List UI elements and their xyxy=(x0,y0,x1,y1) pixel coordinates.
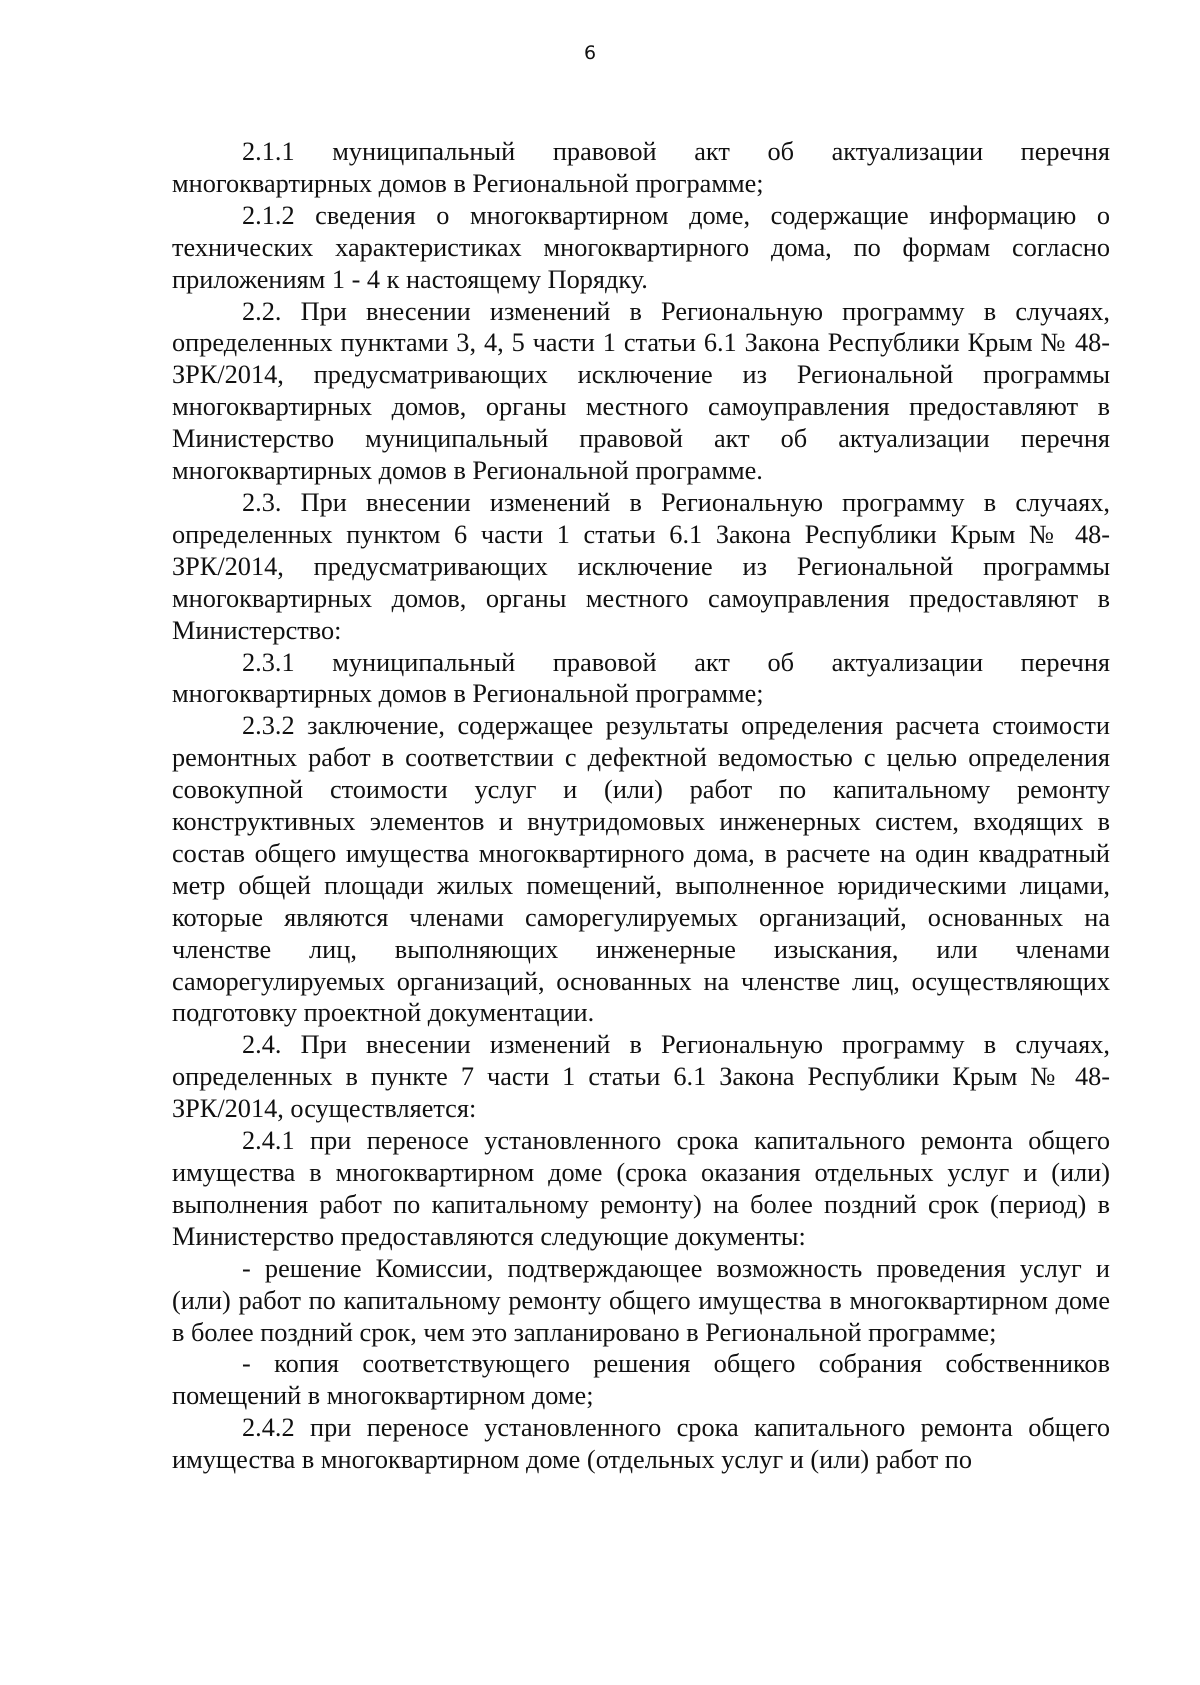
paragraph-2-4-1: 2.4.1 при переносе установленного срока капитального ремонта общего имущества в многоквартирном доме (срока оказания отдельных услуг и (или) выполнения работ по капитальному ремонту) на более поздний срок (период) в Министерство предоставляются следующие документы: xyxy=(172,1126,1110,1251)
list-item-commission-decision: - решение Комиссии, подтверждающее возможность проведения услуг и (или) работ по капитальному ремонту общего имущества в многоквартирном доме в более поздний срок, чем это запланировано в Региональной программе; xyxy=(172,1253,1110,1347)
paragraph-2-3: 2.3. При внесении изменений в Региональную программу в случаях, определенных пунктом 6 части 1 статьи 6.1 Закона Республики Крым № 48-ЗРК/2014, предусматривающих исключение из Региональной программы многоквартирных домов, органы местного самоуправления предоставляют в Министерство: xyxy=(172,487,1110,645)
paragraph-2-1-1: 2.1.1 муниципальный правовой акт об актуализации перечня многоквартирных домов в Региональной программе; xyxy=(172,137,1110,198)
paragraph-2-3-2: 2.3.2 заключение, содержащее результаты определения расчета стоимости ремонтных работ в соответствии с дефектной ведомостью с целью определения совокупной стоимости услуг и (или) работ по капитальному ремонту конструктивных элементов и внутридомовых инженерных систем, входящих в состав общего имущества многоквартирного дома, в расчете на один квадратный метр общей площади жилых помещений, выполненное юридическими лицами, которые являются членами саморегулируемых организаций, основанных на членстве лиц, выполняющих инженерные изыскания, или членами саморегулируемых организаций, основанных на членстве лиц, осуществляющих подготовку проектной документации. xyxy=(172,711,1110,1028)
paragraph-2-2: 2.2. При внесении изменений в Региональную программу в случаях, определенных пунктами 3, 4, 5 части 1 статьи 6.1 Закона Республики Крым № 48-ЗРК/2014, предусматривающих исключение из Региональной программы многоквартирных домов, органы местного самоуправления предоставляют в Министерство муниципальный правовой акт об актуализации перечня многоквартирных домов в Региональной программе. xyxy=(172,296,1110,486)
paragraph-2-4-2: 2.4.2 при переносе установленного срока капитального ремонта общего имущества в многоквартирном доме (отдельных услуг и (или) работ по xyxy=(172,1413,1110,1475)
list-item-meeting-decision-copy: - копия соответствующего решения общего собрания собственников помещений в многоквартирном доме; xyxy=(172,1349,1110,1411)
paragraph-2-3-1: 2.3.1 муниципальный правовой акт об актуализации перечня многоквартирных домов в Региональной программе; xyxy=(172,647,1110,709)
document-body xyxy=(172,136,1110,1476)
paragraph-2-4: 2.4. При внесении изменений в Региональную программу в случаях, определенных в пункте 7 части 1 статьи 6.1 Закона Республики Крым № 48-ЗРК/2014, осуществляется: xyxy=(172,1030,1110,1124)
page-number: 6 xyxy=(583,42,597,64)
paragraph-2-1-2: 2.1.2 сведения о многоквартирном доме, содержащие информацию о технических характеристиках многоквартирного дома, по формам согласно приложениям 1 - 4 к настоящему Порядку. xyxy=(172,200,1110,294)
